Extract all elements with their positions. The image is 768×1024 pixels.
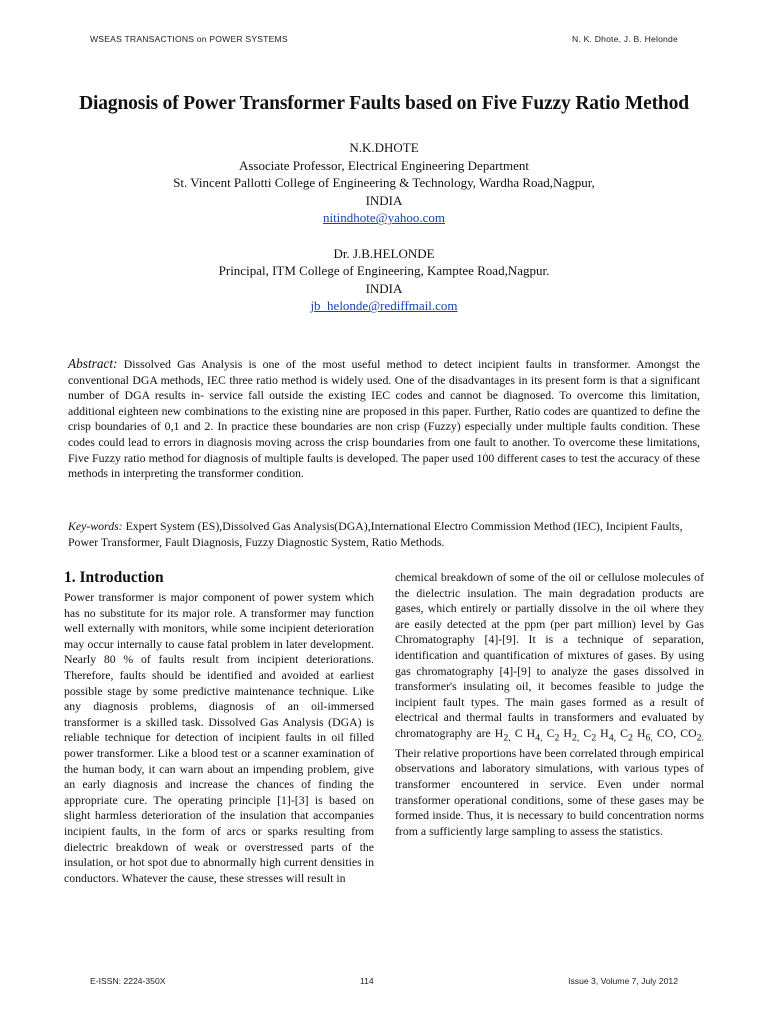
gas-subscript: 4, [608,732,617,744]
gas-formula-part: C [579,725,592,740]
keywords-text: Expert System (ES),Dissolved Gas Analysis(DGA),International Electro Commission Method (IEC), Incipient Faults, Power Transformer, Fault Diagnosis, Fuzzy Diagnostic System, Ratio Methods. [68,519,683,549]
right-column [395,570,704,839]
journal-name: WSEAS TRANSACTIONS on POWER SYSTEMS [90,34,288,44]
author-position: Associate Professor, Electrical Engineering Department [238,157,530,173]
gas-formula-part: H [596,725,609,740]
author-email-link[interactable]: jb_helonde@rediffmail.com [310,298,458,314]
footer-issn: E-ISSN: 2224-350X [90,976,166,986]
intro-text-part-2: Their relative proportions have been correlated through empirical observations and laboratory simulations, with various types of transformer encountered in service. Even under normal transformer operational conditions, some of these gases may be formed inside. Thus, it is necessary to build concentration norms from a sufficiently large sampling to assess the statistics. [395,745,704,838]
gas-formula-part: C [616,725,628,740]
author-country: INDIA [365,192,403,208]
gas-subscript: 6, [645,732,653,744]
gas-subscript: 4, [535,732,543,744]
gas-formula-part: C [542,725,555,740]
running-authors: N. K. Dhote, J. B. Helonde [572,34,678,44]
author-name: N.K.DHOTE [349,140,419,155]
paper-title: Diagnosis of Power Transformer Faults based on Five Fuzzy Ratio Method [79,93,689,114]
intro-paragraph-left: Power transformer is major component of power system which has no substitute for its major role. A transformer may function well externally with monitors, while some incipient deterioration may occur internally to cause fatal problem in later development. Nearly 80 % of faults result from incipient deteriorations. Therefore, faults should be identified and avoided at earliest possible stage by some predictive maintenance technique. Like any diagnosis problems, diagnosis of an oil-immersed transformer is a skilled task. Dissolved Gas Analysis (DGA) is reliable technique for detection of incipient faults in oil filled power transformer. Like a blood test or a scanner examination of the human body, it can warn about an impending problem, give an early diagnosis and increase the chances of finding the appropriate cure. The operating principle [1]-[3] is based on slight harmless deterioration of the insulation that accompanies incipient faults, in the form of arcs or sparks resulting from dielectric breakdown of weak or overstressed parts of the insulation, or hot spot due to abnormally high current densities in conductors. Whatever the cause, these stresses will result in [64,590,374,885]
author-position: Principal, ITM College of Engineering, Kamptee Road,Nagpur. [218,263,550,279]
author-affiliation: St. Vincent Pallotti College of Engineering & Technology, Wardha Road,Nagpur, [173,175,595,191]
intro-paragraph-right [395,570,704,839]
gas-subscript: 2, [503,732,511,744]
running-head [90,34,678,44]
gas-subscript: 2 [554,732,560,744]
abstract-label: Abstract: [68,356,118,371]
gas-subscript: 2 [591,732,597,744]
page-footer [90,976,678,986]
author-email-link[interactable]: nitindhote@yahoo.com [322,210,446,226]
author-block [0,139,768,315]
page-number: 114 [359,976,374,986]
author-name: Dr. J.B.HELONDE [333,245,435,261]
abstract [68,356,700,482]
gas-subscript: 2, [571,732,580,744]
left-column [64,568,374,886]
gas-subscript: 2 [627,732,633,744]
gas-list [494,725,705,744]
gas-formula-part: H [632,725,646,740]
gas-formula-part: H [494,725,504,740]
keywords-label: Key-words: [68,519,123,533]
section-heading: 1. Introduction [64,569,164,586]
gas-formula-part: H [559,725,572,740]
author-country: INDIA [365,280,403,296]
gas-formula-part: C H [510,725,536,740]
gas-subscript: 2. [696,732,705,744]
intro-text-part-1: chemical breakdown of some of the oil or cellulose molecules of the dielectric insulation. The main degradation products are gases, which entirely or partially dissolve in the oil where they are easily detected at the ppm (per part million) level by Gas Chromatography [4]-[9]. It is a technique of separation, identification and quantification of mixtures of gases. By using gas chromatography [4]-[9] to analyze the gases dissolved in transformer's insulating oil, it becomes feasible to judge the incipient fault types. The main gases formed as a result of electrical and thermal faults in transformers and evaluated by chromatography are [395,570,704,740]
gas-formula-part: CO, CO [652,725,697,740]
abstract-text: Dissolved Gas Analysis is one of the most useful method to detect incipient faults in transformer. Amongst the conventional DGA methods, IEC three ratio method is widely used. One of the disadvantages in its present form is that a significant number of DGA results in- service fall outside the existing IEC codes and cannot be diagnosed. To overcome this limitation, additional eighteen new combinations to the existing nine are proposed in this paper. Further, Ratio codes are quantized to define the crisp boundaries of 0,1 and 2. In practice these boundaries are non crisp (Fuzzy) especially under multiple faults condition. These codes could lead to errors in diagnosis moving across the crisp boundaries from one fault to another. To overcome these limitations, Five Fuzzy ratio method for diagnosis of multiple faults is developed. The paper used 100 different cases to test the accuracy of these methods in interpreting the transformer condition. [68,357,701,481]
keywords [68,519,700,550]
footer-issue: Issue 3, Volume 7, July 2012 [568,976,678,986]
